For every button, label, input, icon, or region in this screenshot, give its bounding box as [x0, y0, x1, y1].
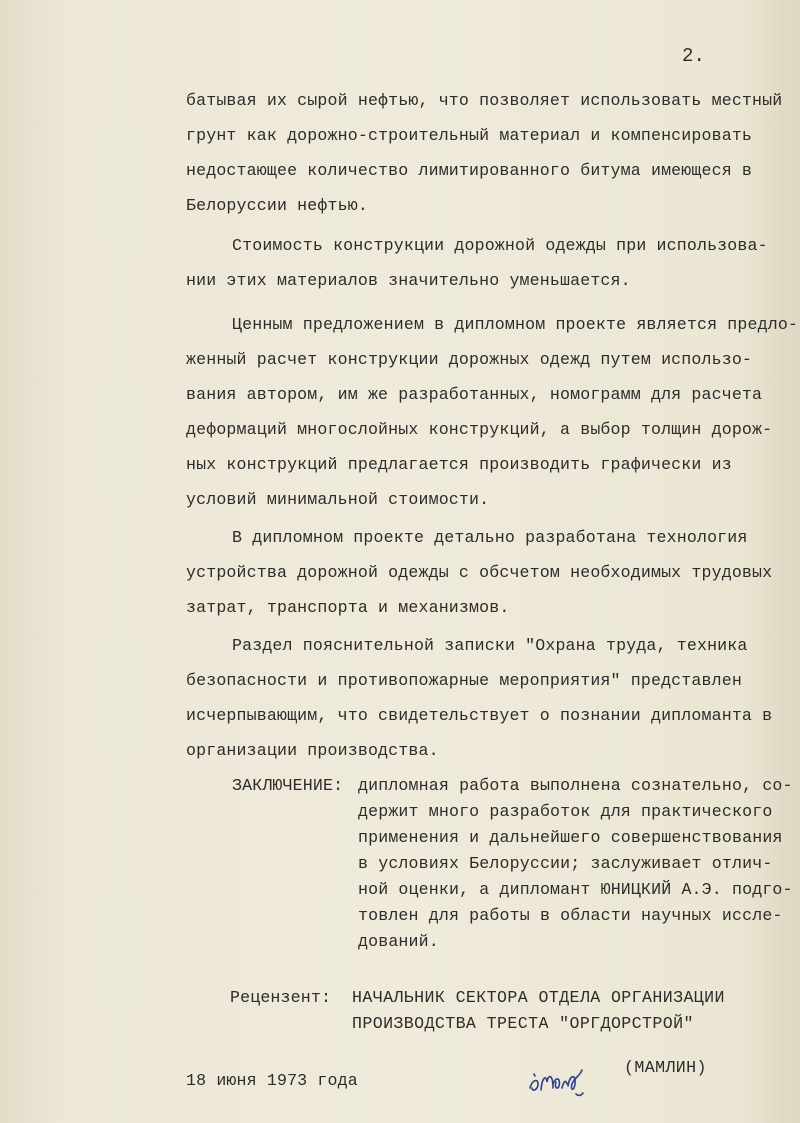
page-number: 2. [682, 45, 706, 67]
paragraph-line: исчерпывающим, что свидетельствует о познании дипломанта в [186, 706, 773, 725]
paragraph-line: ных конструкций предлагается производить графически из [186, 455, 732, 474]
paragraph-line: В дипломном проекте детально разработана технология [232, 528, 748, 547]
paragraph-line: нии этих материалов значительно уменьшается. [186, 271, 631, 290]
paragraph-line: недостающее количество лимитированного битума имеющеся в [186, 161, 753, 180]
conclusion-line: дований. [358, 932, 439, 951]
paragraph-line: Раздел пояснительной записки "Охрана труда, техника [232, 636, 748, 655]
reviewer-position: НАЧАЛЬНИК СЕКТОРА ОТДЕЛА ОРГАНИЗАЦИИ [352, 988, 725, 1007]
paragraph-line: женный расчет конструкции дорожных одежд путем использо- [186, 350, 753, 369]
conclusion-line: товлен для работы в области научных иссле- [358, 906, 783, 925]
paragraph-line: грунт как дорожно-строительный материал и компенсировать [186, 126, 753, 145]
paragraph-line: безопасности и противопожарные мероприятия" представлен [186, 671, 742, 690]
paragraph-line: вания автором, им же разработанных, номограмм для расчета [186, 385, 763, 404]
conclusion-line: ной оценки, а дипломант ЮНИЦКИЙ А.Э. подго- [358, 880, 793, 899]
paragraph-line: условий минимальной стоимости. [186, 490, 490, 509]
document-date: 18 июня 1973 года [186, 1071, 358, 1090]
conclusion-line: применения и дальнейшего совершенствования [358, 828, 783, 847]
reviewer-label: Рецензент: [230, 988, 332, 1007]
signature-name: (МАМЛИН) [624, 1058, 707, 1077]
conclusion-label: ЗАКЛЮЧЕНИЕ: [232, 776, 344, 795]
paragraph-line: батывая их сырой нефтью, что позволяет использовать местный [186, 91, 783, 110]
paragraph-line: Стоимость конструкции дорожной одежды при использова- [232, 236, 768, 255]
signature-icon [526, 1058, 588, 1102]
paragraph-line: Белоруссии нефтью. [186, 196, 368, 215]
paragraph-line: организации производства. [186, 741, 439, 760]
reviewer-position: ПРОИЗВОДСТВА ТРЕСТА "ОРГДОРСТРОЙ" [352, 1014, 694, 1033]
conclusion-line: дипломная работа выполнена сознательно, со- [358, 776, 793, 795]
conclusion-line: держит много разработок для практического [358, 802, 773, 821]
paragraph-line: деформаций многослойных конструкций, а выбор толщин дорож- [186, 420, 773, 439]
paragraph-line: устройства дорожной одежды с обсчетом необходимых трудовых [186, 563, 773, 582]
conclusion-line: в условиях Белоруссии; заслуживает отлич- [358, 854, 773, 873]
paragraph-line: Ценным предложением в дипломном проекте является предло- [232, 315, 799, 334]
paragraph-line: затрат, транспорта и механизмов. [186, 598, 510, 617]
